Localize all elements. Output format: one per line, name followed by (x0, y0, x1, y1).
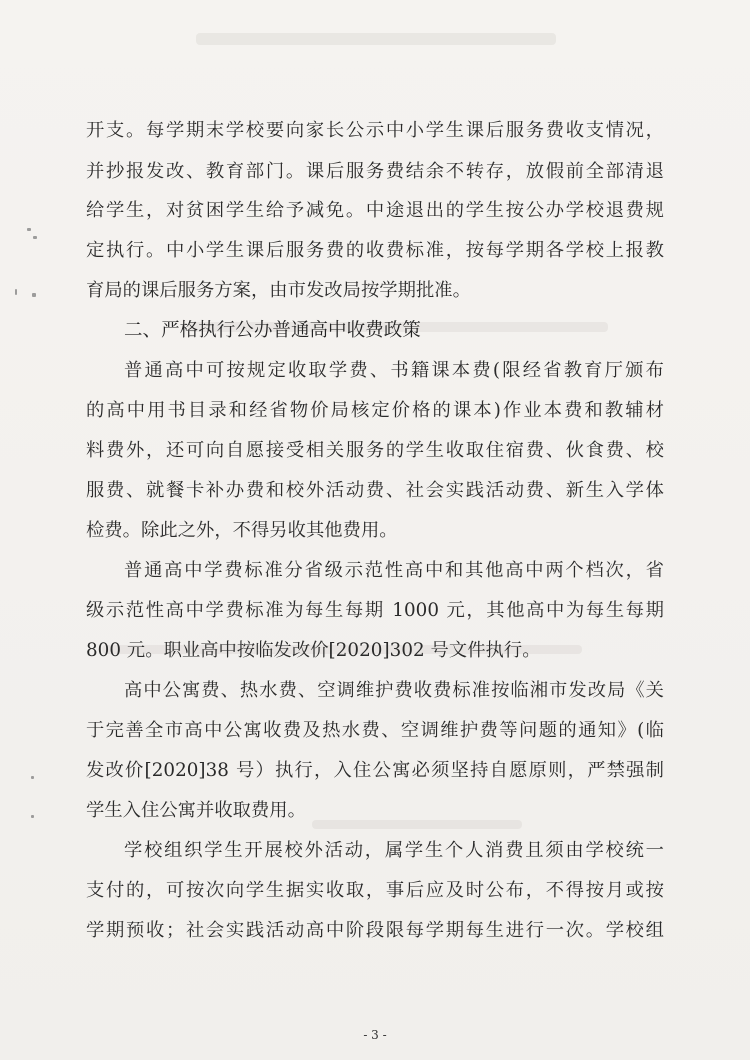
body-text-line: 的高中用书目录和经省物价局核定价格的课本)作业本费和教辅材 (86, 400, 664, 421)
body-text-line: 育局的课后服务方案，由市发改局按学期批准。 (86, 280, 471, 301)
scan-mark (15, 289, 17, 295)
body-text-line: 高中公寓费、热水费、空调维护费收费标准按临湘市发改局《关 (124, 680, 664, 701)
scan-mark (32, 293, 36, 297)
section-heading: 二、严格执行公办普通高中收费政策 (124, 320, 421, 341)
body-text-line: 开支。每学期末学校要向家长公示中小学生课后服务费收支情况， (86, 120, 664, 141)
body-text-line: 级示范性高中学费标准为每生每期 1000 元，其他高中为每生每期 (86, 600, 664, 621)
scan-mark (31, 815, 34, 818)
body-text-line: 并抄报发改、教育部门。课后服务费结余不转存，放假前全部清退 (86, 161, 664, 182)
body-text-line: 支付的，可按次向学生据实收取，事后应及时公布，不得按月或按 (86, 880, 664, 901)
body-text-line: 普通高中学费标准分省级示范性高中和其他高中两个档次，省 (124, 560, 664, 581)
body-text-line: 学期预收；社会实践活动高中阶段限每学期每生进行一次。学校组 (86, 920, 664, 941)
body-text-line: 定执行。中小学生课后服务费的收费标准，按每学期各学校上报教 (86, 240, 664, 261)
body-text-line: 800 元。职业高中按临发改价[2020]302 号文件执行。 (86, 640, 541, 661)
body-text-line: 于完善全市高中公寓收费及热水费、空调维护费等问题的通知》(临 (86, 720, 664, 741)
scan-mark (27, 228, 31, 231)
show-through-mark (196, 33, 556, 45)
body-text-line: 发改价[2020]38 号）执行，入住公寓必须坚持自愿原则，严禁强制 (86, 760, 664, 781)
body-text-line: 给学生，对贫困学生给予减免。中途退出的学生按公办学校退费规 (86, 200, 664, 221)
body-text-line: 检费。除此之外，不得另收其他费用。 (86, 520, 398, 541)
scan-mark (33, 236, 37, 239)
body-text-line: 服费、就餐卡补办费和校外活动费、社会实践活动费、新生入学体 (86, 480, 664, 501)
body-text-line: 学校组织学生开展校外活动，属学生个人消费且须由学校统一 (124, 840, 664, 861)
body-text-line: 学生入住公寓并收取费用。 (86, 800, 306, 821)
body-text-line: 普通高中可按规定收取学费、书籍课本费(限经省教育厅颁布 (124, 360, 664, 381)
body-text-line: 料费外，还可向自愿接受相关服务的学生收取住宿费、伙食费、校 (86, 440, 664, 461)
scan-mark (31, 776, 34, 779)
page-number: - 3 - (363, 1028, 387, 1042)
